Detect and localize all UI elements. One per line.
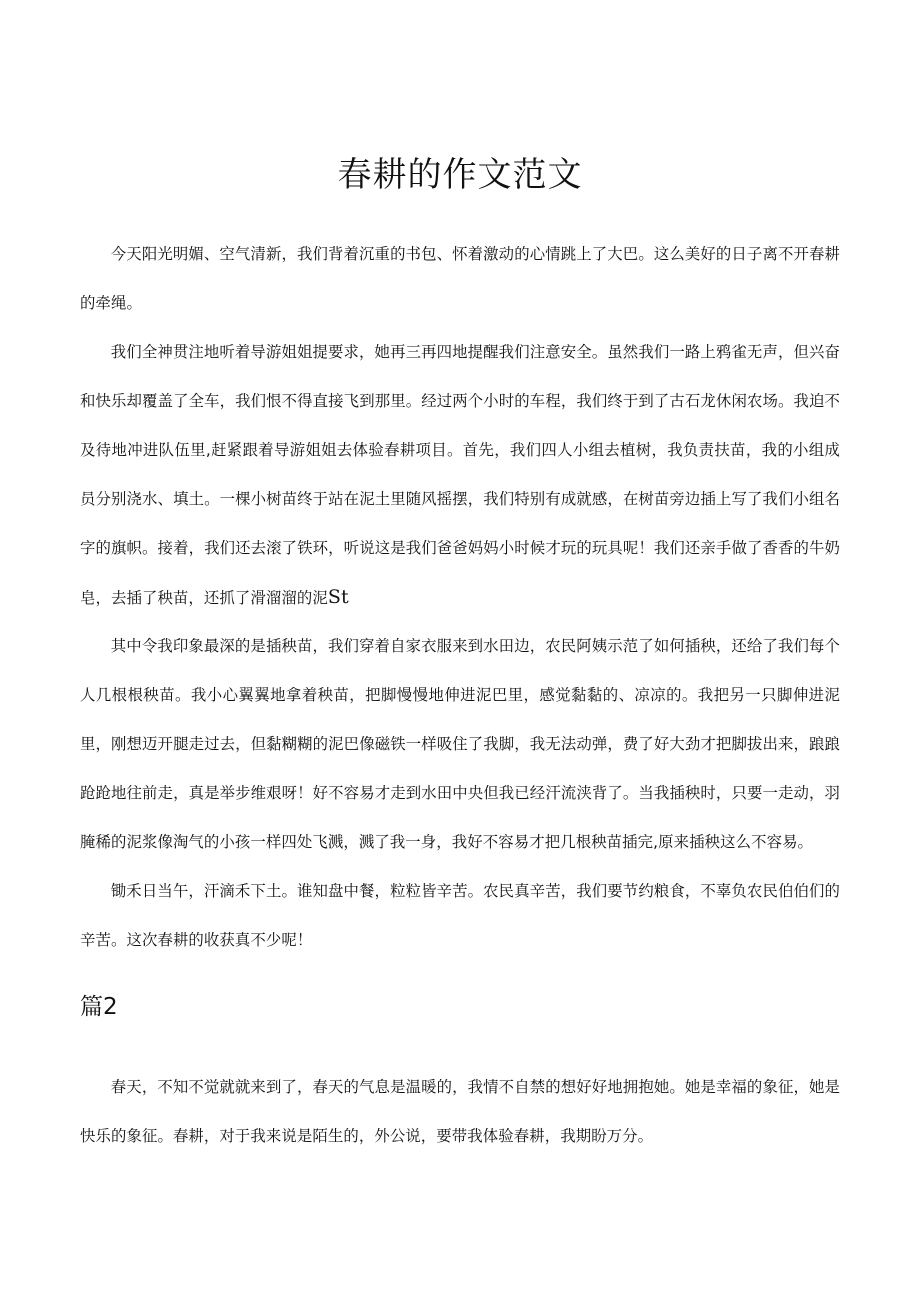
paragraph-2	[80, 328, 840, 623]
section-2-paragraph-1: 春天，不知不觉就就来到了，春天的气息是温暖的，我情不自禁的想好好地拥抱她。她是幸福的象征，她是快乐的象征。春耕，对于我来说是陌生的，外公说，要带我体验春耕，我期盼万分。	[80, 1078, 840, 1145]
paragraph-2-tail: St	[327, 586, 349, 608]
page-title: 春耕的作文范文	[337, 155, 583, 195]
paragraph-3: 其中令我印象最深的是插秧苗，我们穿着自家衣服来到水田边，农民阿姨示范了如何插秧，还给了我们每个人几根根秧苗。我小心翼翼地拿着秧苗，把脚慢慢地伸进泥巴里，感觉黏黏的、凉凉的。我把另一只脚伸进泥里，刚想迈开腿走过去，但黏糊糊的泥巴像磁铁一样吸住了我脚，我无法动弹，费了好大劲才把脚拔出来，踉踉跄跄地往前走，真是举步维艰呀！好不容易才走到水田中央但我已经汗流浃背了。当我插秧时，只要一走动，羽腌稀的泥浆像淘气的小孩一样四处飞溅，溅了我一身，我好不容易才把几根秧苗插完,原来插秧这么不容易。	[80, 637, 840, 851]
paragraph-4: 锄禾日当午，汗滴禾下土。谁知盘中餐，粒粒皆辛苦。农民真辛苦，我们要节约粮食，不辜负农民伯伯们的辛苦。这次春耕的收获真不少呢！	[80, 882, 840, 949]
paragraph-2-text: 我们全神贯注地听着导游姐姐提要求，她再三再四地提醒我们注意安全。虽然我们一路上鸦雀无声，但兴奋和快乐却覆盖了全车，我们恨不得直接飞到那里。经过两个小时的车程，我们终于到了古石龙休闲农场。我迫不及待地冲进队伍里,赶紧跟着导游姐姐去体验春耕项目。首先，我们四人小组去植树，我负责扶苗，我的小组成员分别浇水、填土。一棵小树苗终于站在泥土里随风摇摆，我们特别有成就感，在树苗旁边插上写了我们小组名字的旗帜。接着，我们还去滚了铁环，听说这是我们爸爸妈妈小时候才玩的玩具呢！我们还亲手做了香香的牛奶皂，去插了秧苗，还抓了滑溜溜的泥	[80, 343, 840, 607]
section-heading: 篇2	[80, 994, 118, 1020]
paragraph-1: 今天阳光明媚、空气清新，我们背着沉重的书包、怀着激动的心情跳上了大巴。这么美好的日子离不开春耕的牵绳。	[80, 245, 840, 312]
